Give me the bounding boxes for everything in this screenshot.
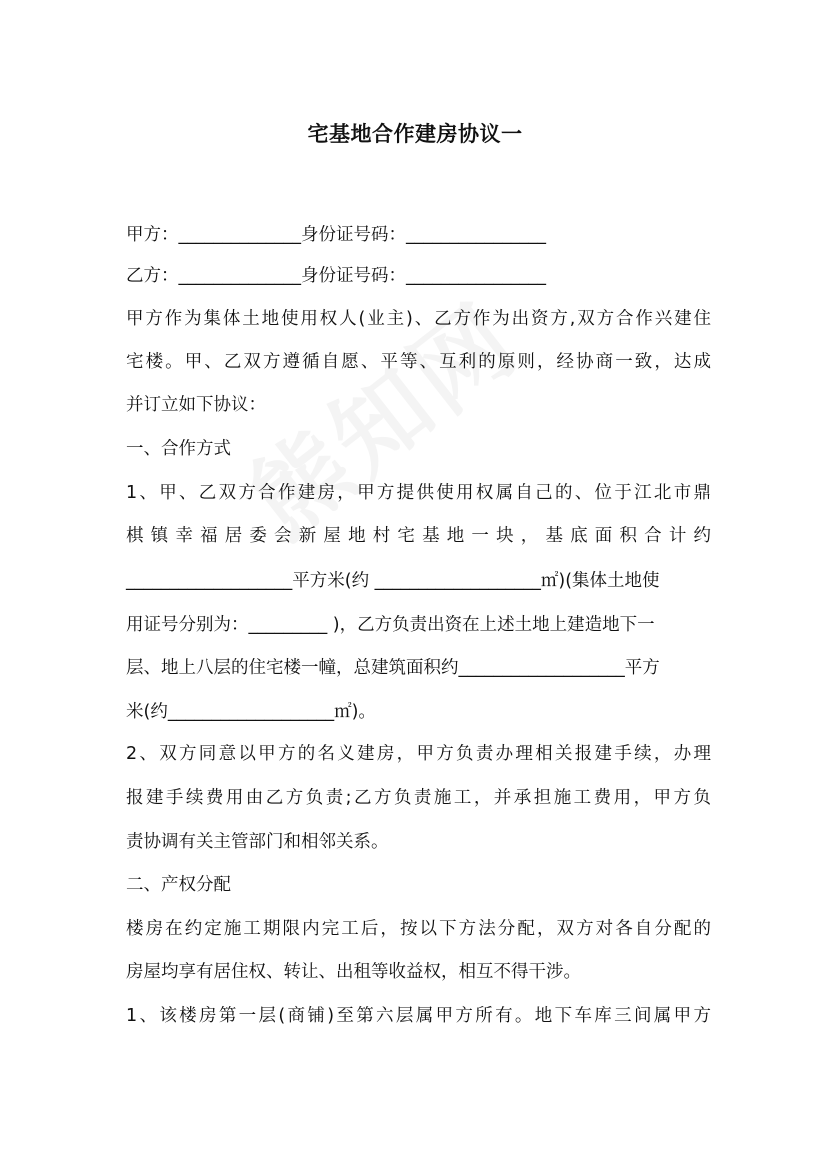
party-a-line: 甲方：______________身份证号码：________________	[126, 225, 546, 245]
document-title: 宅基地合作建房协议一	[307, 122, 523, 146]
paragraph-line: 甲方作为集体土地使用权人(业主)、乙方作为出资方,双方合作兴建住	[126, 309, 711, 329]
section-heading: 二、产权分配	[126, 875, 231, 895]
paragraph-line: 1、该楼房第一层(商铺)至第六层属甲方所有。地下车库三间属甲方	[126, 1006, 711, 1026]
paragraph-line: 1、甲、乙双方合作建房，甲方提供使用权属自己的、位于江北市鼎	[126, 483, 711, 503]
paragraph-line: 棋镇幸福居委会新屋地村宅基地一块，基底面积合计约	[126, 526, 711, 546]
paragraph-line: 2、双方同意以甲方的名义建房，甲方负责办理相关报建手续，办理	[126, 744, 711, 764]
paragraph-line: 层、地上八层的住宅楼一幢，总建筑面积约___________________平方	[126, 658, 660, 678]
paragraph-line: 用证号分别为：_________ )，乙方负责出资在上述土地上建造地下一	[126, 615, 655, 635]
paragraph-line: ___________________平方米(约 ___________________㎡)(集体土地使	[126, 571, 660, 591]
party-b-line: 乙方：______________身份证号码：________________	[126, 266, 546, 286]
paragraph-line: 米(约___________________㎡)。	[126, 702, 376, 722]
paragraph-line: 宅楼。甲、乙双方遵循自愿、平等、互利的原则，经协商一致，达成	[126, 352, 711, 372]
paragraph-line: 并订立如下协议：	[126, 395, 266, 415]
section-heading: 一、合作方式	[126, 439, 231, 459]
paragraph-line: 责协调有关主管部门和相邻关系。	[126, 832, 389, 852]
paragraph-line: 房屋均享有居住权、转让、出租等收益权，相互不得干涉。	[126, 962, 581, 982]
paragraph-line: 报建手续费用由乙方负责;乙方负责施工，并承担施工费用，甲方负	[126, 788, 711, 808]
paragraph-line: 楼房在约定施工期限内完工后，按以下方法分配，双方对各自分配的	[126, 919, 711, 939]
